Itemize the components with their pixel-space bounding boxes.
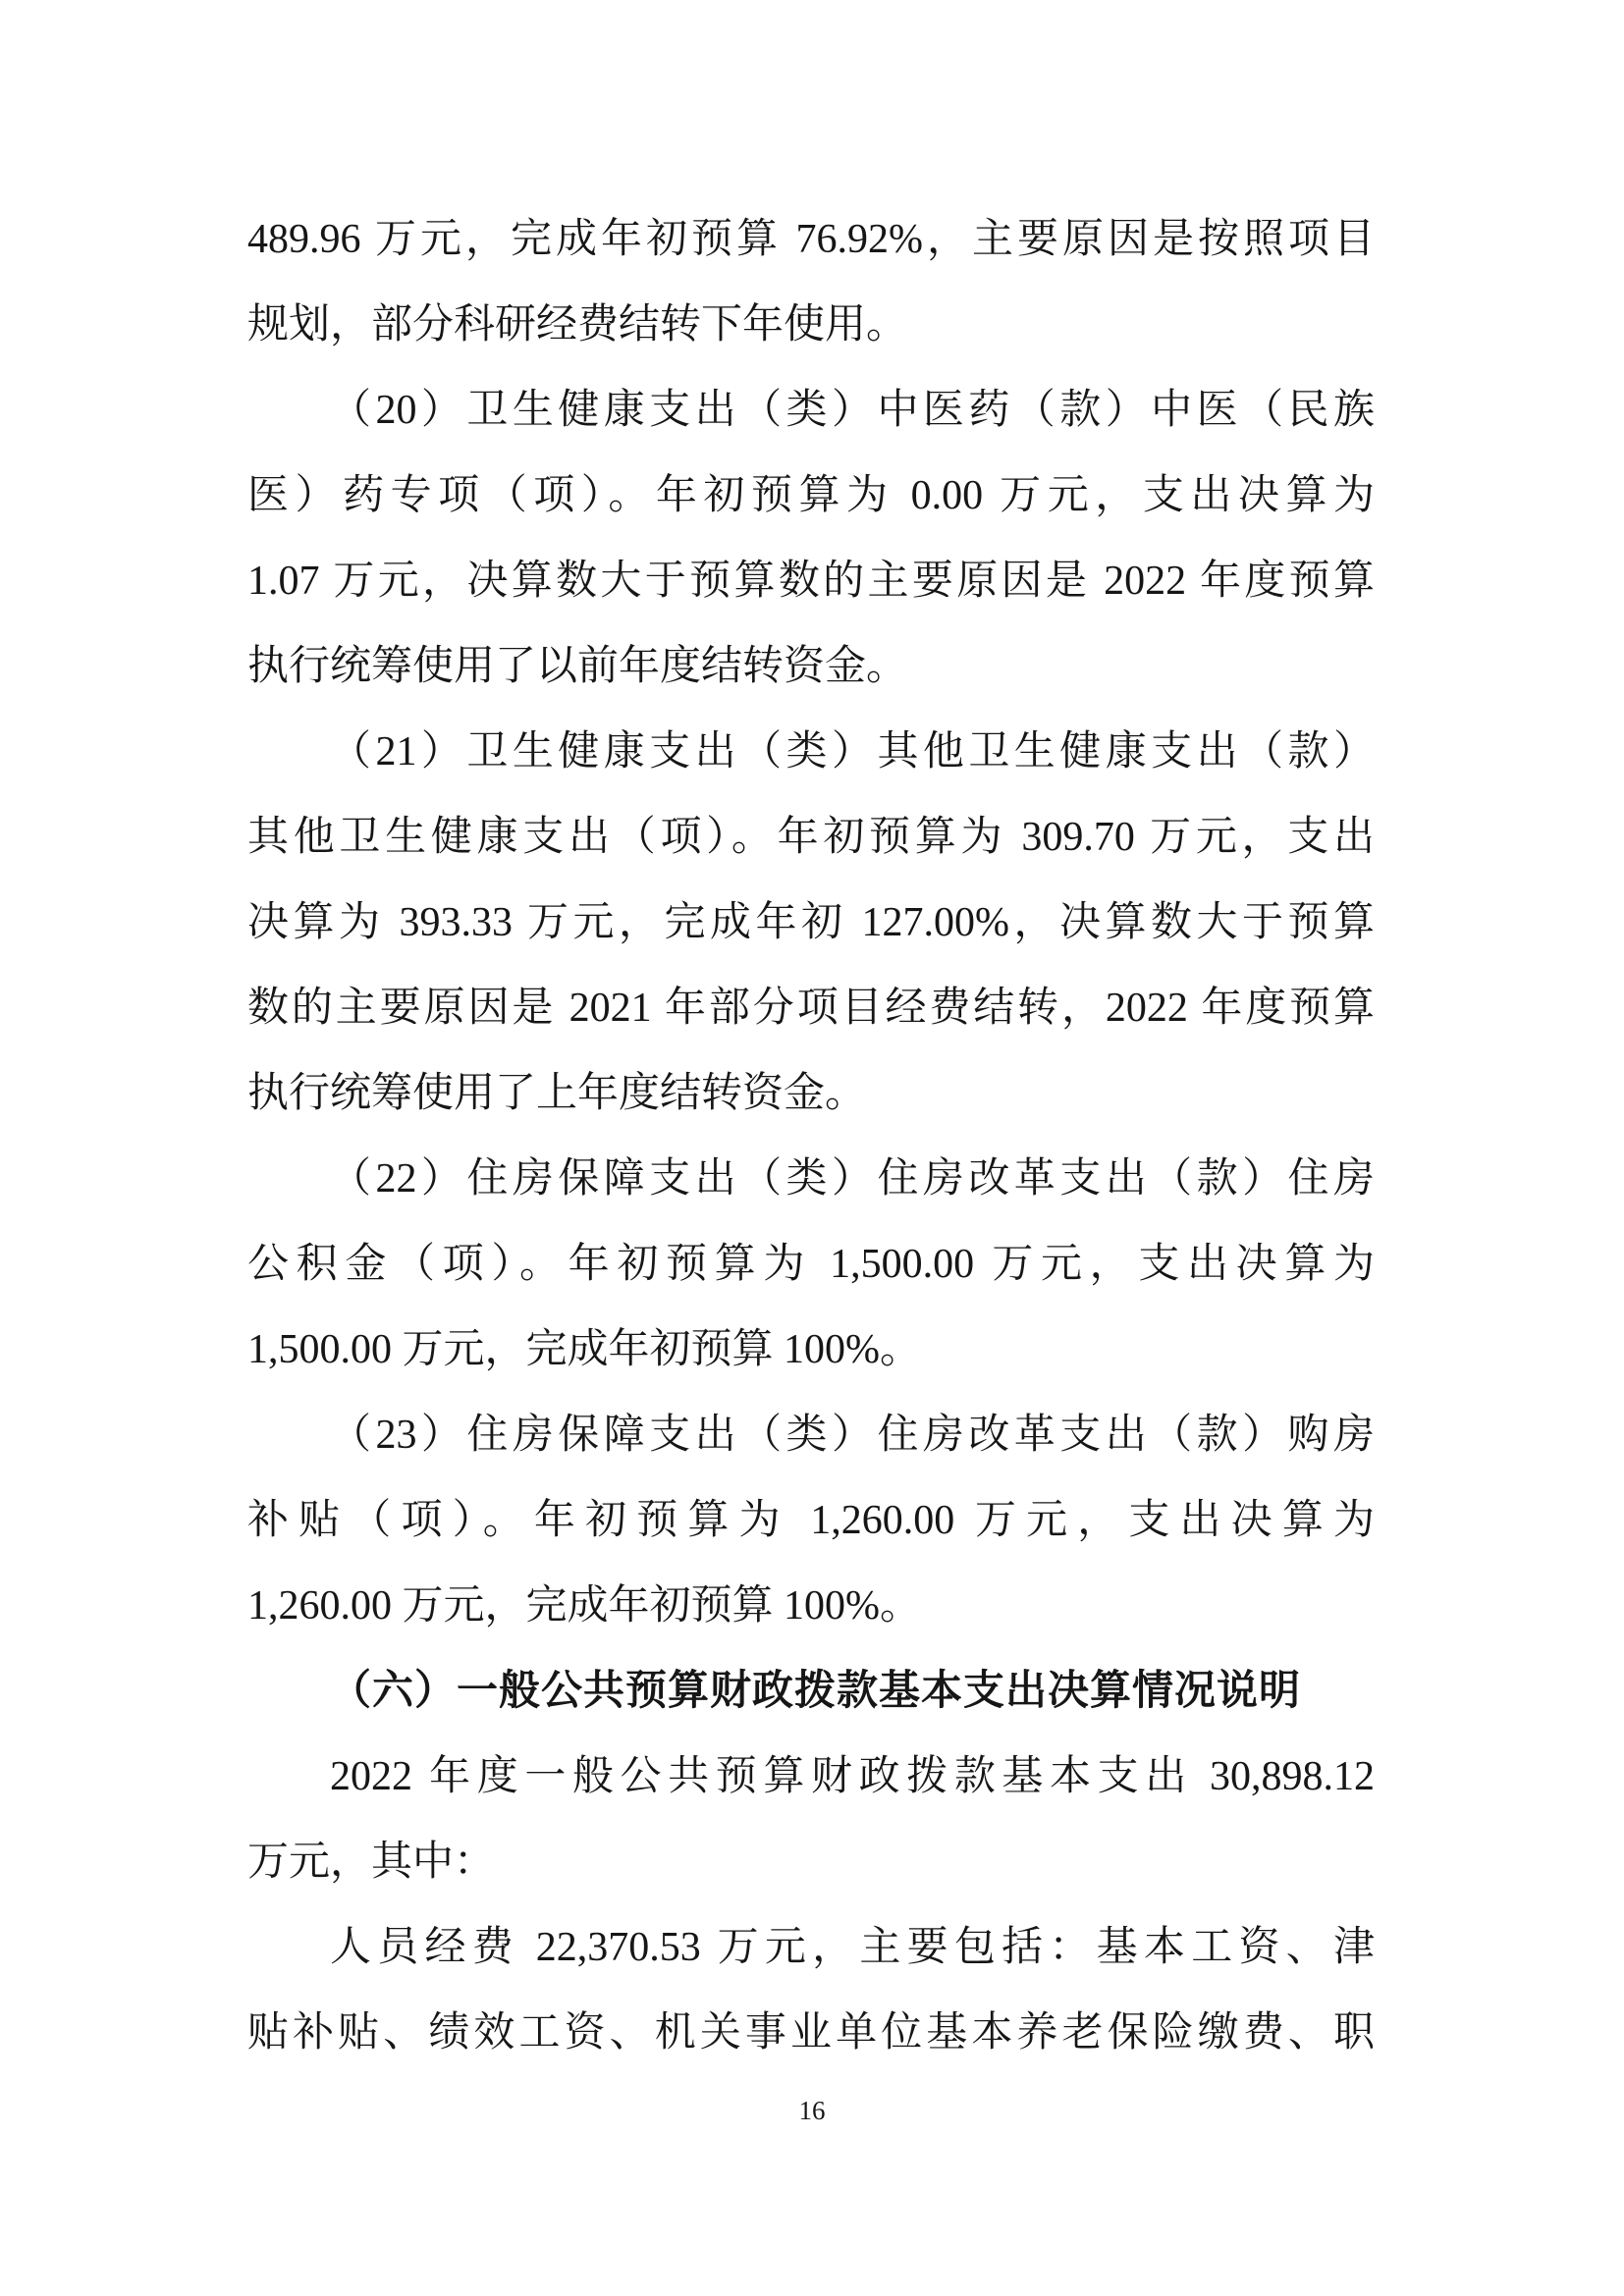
text-line: 1.07 万元，决算数大于预算数的主要原因是 2022 年度预算 xyxy=(247,559,1375,604)
text-line: （23）住房保障支出（类）住房改革支出（款）购房 xyxy=(330,1413,1375,1458)
text-line: （21）卫生健康支出（类）其他卫生健康支出（款） xyxy=(330,729,1375,774)
text-line: 2022 年度一般公共预算财政拨款基本支出 30,898.12 xyxy=(330,1754,1375,1799)
text-line: 贴补贴、绩效工资、机关事业单位基本养老保险缴费、职 xyxy=(247,2010,1375,2056)
text-line: 万元，其中： xyxy=(247,1840,496,1885)
text-line: 公积金（项）。年初预算为 1,500.00 万元，支出决算为 xyxy=(247,1242,1375,1287)
text-line: 执行统筹使用了以前年度结转资金。 xyxy=(247,644,908,689)
text-line: 补贴（项）。年初预算为 1,260.00 万元，支出决算为 xyxy=(247,1498,1375,1543)
text-line: 决算为 393.33 万元，完成年初 127.00%，决算数大于预算 xyxy=(247,900,1375,945)
text-line: 489.96 万元，完成年初预算 76.92%，主要原因是按照项目 xyxy=(247,217,1375,262)
text-line: （20）卫生健康支出（类）中医药（款）中医（民族 xyxy=(330,388,1375,433)
text-line: （22）住房保障支出（类）住房改革支出（款）住房 xyxy=(330,1156,1375,1201)
text-line: 数的主要原因是 2021 年部分项目经费结转，2022 年度预算 xyxy=(247,986,1375,1031)
section-heading: （六）一般公共预算财政拨款基本支出决算情况说明 xyxy=(330,1669,1302,1714)
text-line: 1,500.00 万元，完成年初预算 100%。 xyxy=(247,1327,921,1372)
text-line: 其他卫生健康支出（项）。年初预算为 309.70 万元，支出 xyxy=(247,815,1375,860)
text-line: 规划，部分科研经费结转下年使用。 xyxy=(247,302,908,347)
page-number: 16 xyxy=(798,2096,826,2125)
text-line: 执行统筹使用了上年度结转资金。 xyxy=(247,1071,867,1116)
text-line: 医）药专项（项）。年初预算为 0.00 万元，支出决算为 xyxy=(247,473,1375,518)
text-line: 人员经费 22,370.53 万元，主要包括：基本工资、津 xyxy=(330,1925,1375,1970)
document-body xyxy=(247,197,1375,2076)
text-line: 1,260.00 万元，完成年初预算 100%。 xyxy=(247,1583,921,1629)
